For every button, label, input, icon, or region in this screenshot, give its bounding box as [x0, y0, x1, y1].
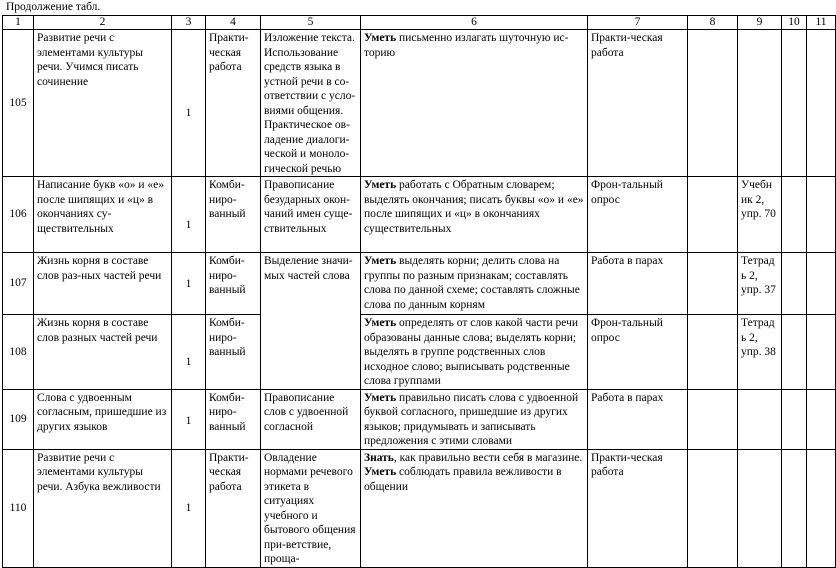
lesson-hours: 1 — [172, 389, 206, 449]
table-row — [3, 389, 836, 449]
lesson-topic: Развитие речи с элементами культуры речи. Учимся писать сочинение — [34, 30, 172, 177]
lesson-homework: Учебник 2, упр. 70 — [738, 177, 782, 253]
lesson-number: 106 — [3, 177, 34, 253]
empty-cell — [688, 253, 738, 315]
lesson-control: Работа в парах — [588, 253, 688, 315]
lesson-type: Комби-ниро-ванный — [206, 315, 261, 390]
lesson-content: Выделение значи-мых частей слова — [261, 253, 361, 315]
lesson-requirements — [361, 449, 588, 567]
requirement-keyword: Знать — [364, 451, 394, 464]
lesson-requirements — [361, 389, 588, 449]
requirement-text: , как правильно вести себя в магазине. — [393, 451, 583, 464]
lesson-type: Комби-ниро-ванный — [206, 253, 261, 315]
empty-cell — [807, 253, 836, 315]
empty-cell — [782, 449, 807, 567]
empty-cell — [807, 315, 836, 390]
header-cell: 11 — [807, 16, 836, 30]
requirement-keyword: Уметь — [364, 32, 397, 44]
lesson-content: Изложение текста. Использование средств языка в устной речи в со-ответствии с усло-виями общения. Практическое ов-ладение диалоги-ческой и моноло-гической речью — [261, 30, 361, 177]
lesson-content: Правописание безударных окон-чаний имен суще-ствительных — [261, 177, 361, 253]
lesson-type: Комби-ниро-ванный — [206, 389, 261, 449]
lesson-homework — [738, 30, 782, 177]
lesson-topic: Слова с удвоенным согласным, пришедшие из других языков — [34, 389, 172, 449]
lesson-hours: 1 — [172, 253, 206, 315]
lesson-homework — [738, 389, 782, 449]
empty-cell — [782, 30, 807, 177]
table-row — [3, 177, 836, 253]
empty-cell — [688, 389, 738, 449]
header-cell: 1 — [3, 16, 34, 30]
empty-cell — [782, 315, 807, 390]
requirement-keyword: Уметь — [364, 179, 397, 191]
lesson-hours: 1 — [172, 315, 206, 390]
lesson-requirements — [361, 315, 588, 390]
empty-cell — [807, 449, 836, 567]
empty-cell — [782, 177, 807, 253]
lesson-hours: 1 — [172, 449, 206, 567]
requirement-text: правильно писать слова с удвоенной буквой согласного, пришедшие из других языков; придумывать и записывать предложения с этими словами — [364, 391, 579, 447]
requirement-keyword: Уметь — [364, 317, 397, 329]
lesson-topic: Жизнь корня в составе слов раз-ных частей речи — [34, 253, 172, 315]
lesson-number: 109 — [3, 389, 34, 449]
empty-cell — [688, 315, 738, 390]
requirement-keyword: Уметь — [364, 391, 397, 404]
lesson-content: Овладение нормами речевого этикета в ситуациях учебного и бытового общения при-ветствие, проща- — [261, 449, 361, 567]
lesson-number: 110 — [3, 449, 34, 567]
header-cell: 6 — [361, 16, 588, 30]
header-cell: 5 — [261, 16, 361, 30]
lesson-number: 107 — [3, 253, 34, 315]
lesson-homework: Тетрадь 2, упр. 38 — [738, 315, 782, 390]
lesson-homework — [738, 449, 782, 567]
empty-cell — [688, 177, 738, 253]
lesson-requirements — [361, 30, 588, 177]
requirement-text: соблюдать правила вежливости в общении — [364, 466, 562, 493]
table-caption: Продолжение табл. — [6, 1, 101, 13]
empty-cell — [782, 253, 807, 315]
lesson-control: Фрон-тальный опрос — [588, 315, 688, 390]
lesson-content — [261, 315, 361, 390]
lesson-plan-table — [2, 15, 836, 568]
table-row — [3, 253, 836, 315]
header-cell: 10 — [782, 16, 807, 30]
lesson-requirements — [361, 253, 588, 315]
lesson-type: Комби-ниро-ванный — [206, 177, 261, 253]
empty-cell — [782, 389, 807, 449]
table-row — [3, 449, 836, 567]
lesson-topic: Жизнь корня в составе слов разных частей речи — [34, 315, 172, 390]
empty-cell — [807, 30, 836, 177]
requirement-keyword: Уметь — [364, 255, 397, 267]
lesson-hours: 1 — [172, 30, 206, 177]
lesson-control: Фрон-тальный опрос — [588, 177, 688, 253]
lesson-control: Работа в парах — [588, 389, 688, 449]
empty-cell — [688, 449, 738, 567]
requirement-keyword: Уметь — [364, 466, 397, 478]
empty-cell — [688, 30, 738, 177]
empty-cell — [807, 177, 836, 253]
header-row — [3, 16, 836, 30]
lesson-homework: Тетрадь 2, упр. 37 — [738, 253, 782, 315]
requirement-text: выделять корни; делить слова на группы по разным признакам; составлять слова по данной схеме; составлять сложные слова по данным корням — [364, 255, 580, 311]
header-cell: 9 — [738, 16, 782, 30]
lesson-topic: Написание букв «о» и «е» после шипящих и «ц» в окончаниях су-ществительных — [34, 177, 172, 253]
lesson-control: Практи-ческая работа — [588, 449, 688, 567]
lesson-topic: Развитие речи с элементами культуры речи. Азбука вежливости — [34, 449, 172, 567]
lesson-number: 105 — [3, 30, 34, 177]
table-row — [3, 30, 836, 177]
header-cell: 4 — [206, 16, 261, 30]
lesson-requirements — [361, 177, 588, 253]
table-row — [3, 315, 836, 390]
header-cell: 3 — [172, 16, 206, 30]
lesson-control: Практи-ческая работа — [588, 30, 688, 177]
empty-cell — [807, 389, 836, 449]
header-cell: 7 — [588, 16, 688, 30]
lesson-type: Практи-ческая работа — [206, 30, 261, 177]
header-cell: 8 — [688, 16, 738, 30]
lesson-number: 108 — [3, 315, 34, 390]
lesson-hours: 1 — [172, 177, 206, 253]
requirement-text: работать с Обратным словарем; выделять окончания; писать буквы «о» и «е» после шипящих и «ц» в окончаниях существительных — [364, 179, 584, 235]
requirement-text: письменно излагать шуточную ис-торию — [364, 32, 569, 59]
header-cell: 2 — [34, 16, 172, 30]
lesson-type: Практи-ческая работа — [206, 449, 261, 567]
requirement-text: определять от слов какой части речи образованы данные слова; выделять корни; выделять в группе родственных слов исходное слово; выписывать родственные слова группами — [364, 317, 579, 387]
lesson-content: Правописание слов с удвоенной согласной — [261, 389, 361, 449]
